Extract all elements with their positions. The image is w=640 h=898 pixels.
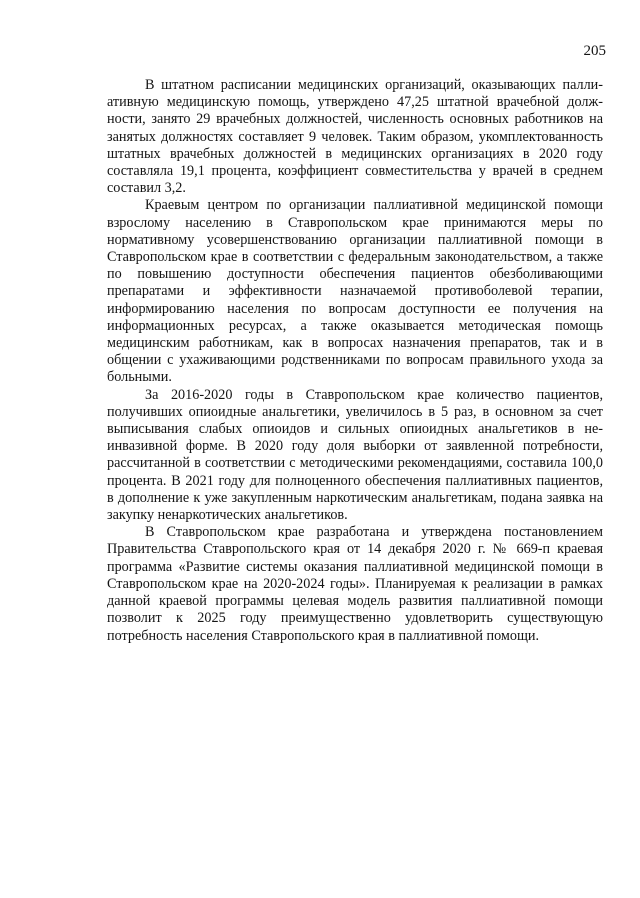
paragraph-opioid-analgesics: За 2016-2020 годы в Ставропольском крае количество пациентов, получивших опиоидные анальгетики, увеличилось в 5 раз, в основном за счет выписывания слабых опиоидов и сильных опиоидных анальгетиков в неинвазивной форме. В 2020 году доля выборки от заявленной потребности, рассчитанной в соответствии с методическими рекомендациями, составила 100,0 процента. В 2021 году для полноценного обеспечения паллиативных пациентов, в дополнение к уже закупленным наркотическим анальгетикам, подана заявка на закупку ненаркотических анальгетиков. — [107, 386, 603, 524]
paragraph-regional-center: Краевым центром по организации паллиативной медицинской помощи взрослому населению в Ставропольском крае принимаются меры по нормативному усовершенствованию организации паллиативной помощи в Ставропольском крае в соответствии с федеральным законодательством, а также по повышению доступности обеспечения пациентов обезболивающими препаратами и эффективности назначаемой противоболевой терапии, информированию населения по вопросам доступности ее получения на информационных ресурсах, а также оказывается методическая помощь медицинским работникам, как в вопросах назначения препаратов, так и в общении с ухаживающими родственниками по вопросам правильного ухода за больными. — [107, 197, 603, 386]
paragraph-staffing: В штатном расписании медицинских организаций, оказывающих паллиативную медицинскую помощь, утверждено 47,25 штатной врачебной должности, занято 29 врачебных должностей, численность основных работников на занятых должностях составляет 9 человек. Таким образом, укомплектованность штатных врачебных должностей в медицинских организациях в 2020 году составляла 19,1 процента, коэффициент совместительства у врачей в среднем составил 3,2. — [107, 77, 603, 197]
paragraph-regional-program: В Ставропольском крае разработана и утверждена постановлением Правительства Ставропольского края от 14 декабря 2020 г. № 669-п краевая программа «Развитие системы оказания паллиативной медицинской помощи в Ставропольском крае на 2020-2024 годы». Планируемая к реализации в рамках данной краевой программы целевая модель развития паллиативной помощи позволит к 2025 году преимущественно удовлетворить существующую потребность населения Ставропольского края в паллиативной помощи. — [107, 524, 603, 644]
page-number: 205 — [583, 43, 606, 59]
body-text — [107, 77, 603, 645]
